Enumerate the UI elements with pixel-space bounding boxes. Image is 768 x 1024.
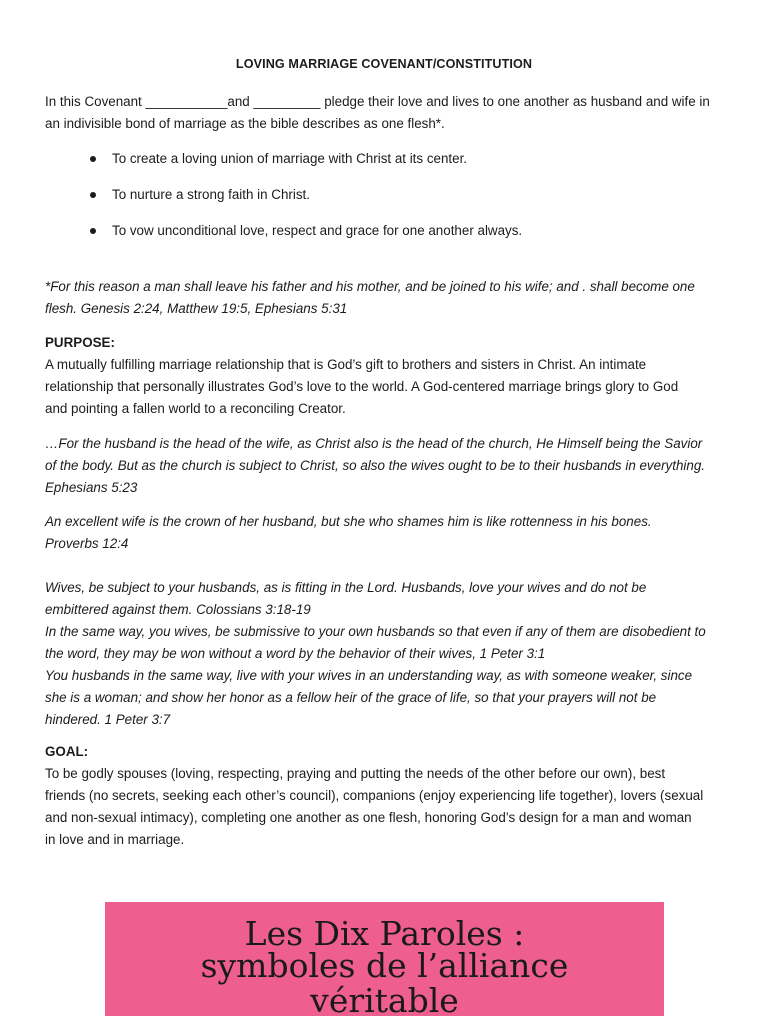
banner-title-line: symboles de l’alliance	[200, 946, 569, 985]
purpose-heading: PURPOSE:	[45, 335, 115, 350]
bullet-text: To vow unconditional love, respect and grace for one another always.	[112, 223, 523, 238]
verse-line: In the same way, you wives, be submissive to your own husbands so that even if any of them are disobedient to	[45, 624, 706, 639]
footnote-verse	[45, 276, 725, 320]
list-item	[45, 184, 725, 220]
verse-line: Proverbs 12:4	[45, 536, 129, 551]
list-item	[45, 148, 725, 184]
verse-line: You husbands in the same way, live with your wives in an understanding way, as with someone weaker, since	[45, 668, 693, 683]
scripture-block	[45, 577, 725, 731]
verse-line: she is a woman; and show her honor as a fellow heir of the grace of life, so that your prayers will not be	[45, 690, 657, 705]
banner-title-line: véritable	[310, 981, 459, 1020]
purpose-line: A mutually fulfilling marriage relationship that is God’s gift to brothers and sisters in Christ. An intimate	[45, 357, 647, 372]
intro-paragraph	[45, 91, 725, 135]
goal-heading: GOAL:	[45, 744, 89, 759]
goal-line: friends (no secrets, seeking each other’s council), companions (enjoy experiencing life together), lovers (sexual	[45, 788, 704, 803]
bullet-icon	[90, 156, 96, 162]
ephesians-verse	[45, 433, 725, 499]
verse-line: of the body. But as the church is subject to Christ, so also the wives ought to be to their husbands in everything.	[45, 458, 705, 473]
goal-line: To be godly spouses (loving, respecting, praying and putting the needs of the other before our own), best	[45, 766, 666, 781]
purpose-line: relationship that personally illustrates God’s love to the world. A God-centered marriage brings glory to God	[45, 379, 679, 394]
verse-line: hindered. 1 Peter 3:7	[45, 712, 171, 727]
intro-line: In this Covenant ___________and _________ pledge their love and lives to one another as husband and wife in	[45, 94, 710, 109]
covenant-bullet-list	[45, 148, 725, 256]
verse-line: Ephesians 5:23	[45, 480, 138, 495]
bullet-text: To create a loving union of marriage with Christ at its center.	[112, 151, 468, 166]
list-item	[45, 220, 725, 256]
bullet-text: To nurture a strong faith in Christ.	[112, 187, 310, 202]
title-banner[interactable]	[105, 902, 664, 1020]
verse-line: Wives, be subject to your husbands, as is fitting in the Lord. Husbands, love your wives and do not be	[45, 580, 647, 595]
goal-line: in love and in marriage.	[45, 832, 185, 847]
verse-line: An excellent wife is the crown of her husband, but she who shames him is like rottenness in his bones.	[45, 514, 652, 529]
verse-line: the word, they may be won without a word by the behavior of their wives, 1 Peter 3:1	[45, 646, 546, 661]
intro-line: an indivisible bond of marriage as the bible describes as one flesh*.	[45, 116, 445, 131]
footnote-line: *For this reason a man shall leave his father and his mother, and be joined to his wife; and . shall become one	[45, 279, 695, 294]
bullet-icon	[90, 228, 96, 234]
verse-line: …For the husband is the head of the wife, as Christ also is the head of the church, He Himself being the Savior	[45, 436, 703, 451]
goal-line: and non-sexual intimacy), completing one another as one flesh, honoring God’s design for a man and woman	[45, 810, 692, 825]
purpose-section	[45, 332, 725, 420]
proverbs-verse	[45, 511, 725, 555]
document-title: LOVING MARRIAGE COVENANT/CONSTITUTION	[235, 57, 533, 71]
verse-line: embittered against them. Colossians 3:18-19	[45, 602, 311, 617]
footnote-line: flesh. Genesis 2:24, Matthew 19:5, Ephesians 5:31	[45, 301, 348, 316]
goal-section	[45, 741, 725, 851]
banner-title-line: Les Dix Paroles :	[244, 914, 525, 953]
purpose-line: and pointing a fallen world to a reconciling Creator.	[45, 401, 346, 416]
bullet-icon	[90, 192, 96, 198]
